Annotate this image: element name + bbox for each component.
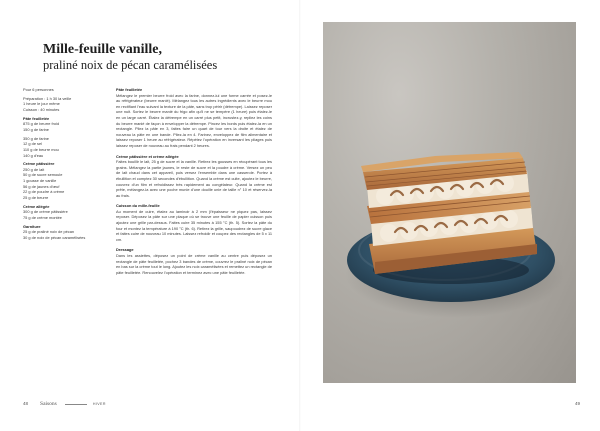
ingredient-line: 1 heure le jour même (23, 101, 60, 107)
method-step-title: Cuisson du mille-feuille (116, 203, 160, 209)
page-number-right: 49 (574, 401, 580, 406)
ingredient-line: 300 g de crème pâtissière (23, 209, 68, 215)
method-step-text: Dans les assiettes, déposez un point de crème vanille au centre puis déposez un rectangle de pâte feuilletée, pochez 3 bandes de crème, couvrez le praliné noix de pécan en bas sur la crème tout le long. Ajoutez les noix caramélisées et remettez un rectangle de pâte feuilletée. Renouvelez l'opération et terminez avec une pâte feuilletée. (116, 253, 272, 275)
ingredient-line: 22 g de poudre à crème (23, 189, 65, 195)
ingredient-line: 25 g de praliné noix de pécan (23, 229, 75, 235)
footer-rule (65, 404, 87, 405)
ingredient-group (23, 224, 113, 241)
ingredient-line: Cuisson : 40 minutes (23, 106, 60, 112)
ingredient-line: 350 g de farine (23, 135, 49, 141)
chapter-name: HIVER (92, 402, 106, 406)
ingredient-group-title: Crème pâtissière (23, 161, 55, 167)
method-step-title: Dressage (116, 247, 134, 253)
method-step (116, 203, 272, 242)
ingredient-line: 12 g de sel (23, 141, 43, 147)
method-step (116, 247, 272, 275)
ingredient-line: 25 g de beurre (23, 194, 49, 200)
ingredient-line: 110 g de beurre mou (23, 146, 59, 152)
ingredient-group (23, 116, 113, 133)
ingredients-column (23, 87, 113, 244)
dessert-photo (323, 22, 576, 383)
page-number-left: 48 (23, 401, 29, 406)
book-gutter (299, 0, 301, 431)
method-step-text: Au moment de cuire, étalez au laminoir à 2 mm (l'épaisseur ne piquez pas, laissez reposer. Déposez la pâte sur une plaque où se trouve une feuille de papier cuisson puis ajoutez une grille par-dessus. Faites cuire 35 minutes à 155 °C (th. 5). Sortez la pâte du four et montez la température à 190 °C (th. 6). Retirez la grille, saupoudrez de sucre glace et faites cuire de nouveau 10 minutes. Laissez refroidir et coupez des rectangles de 5 x 11 cm. (116, 208, 272, 242)
ingredient-line: 50 g de sucre semoule (23, 172, 63, 178)
ingredient-line: 56 g de jaunes d'œuf (23, 183, 60, 189)
method-column (116, 87, 272, 280)
method-step-text: Mélangez le premier beurre froid avec la farine, donnez-lui une forme carrée et posez-le au réfrigérateur (beurre manié). Mélangez tous les autres ingrédients avec le beurre mou en rectifiant l'eau suivant la texture de la pâte, sans trop pétrir (détrempe). Laissez reposer une nuit. Sortez le beurre manié du frigo afin qu'il ne se tempère (1 heure) puis étalez-le en un large carré. Étalez la détrempe en un carré plus petit, incrustez-y, repliez les coins du beurre manié de façon à envelopper la détrempe. Pincez les bords puis étalez-la en un rectangle. Pliez la pâte en 3, faites faire un quart de tour vers la droite et étalez de nouveau la pâte en une bande. Pliez-la en 4. Farinez, enveloppez de film alimentaire et laissez reposer 1 heure au réfrigérateur. Répétez l'opération en inversant les pliages puis laissez reposer de nouveau au frais pendant 2 heures. (116, 92, 272, 148)
ingredient-line: 140 g d'eau (23, 152, 44, 158)
ingredient-line: 875 g de beurre froid (23, 121, 60, 127)
ingredient-group-title: Garniture (23, 223, 41, 229)
ingredient-line: 30 g de noix de pécan caramélisées (23, 234, 86, 240)
ingredient-line: 150 g de farine (23, 126, 49, 132)
ingredient-line: 250 g de lait (23, 166, 45, 172)
method-step-title: Pâte feuilletée (116, 87, 143, 92)
recipe-title-block (43, 42, 303, 73)
ingredient-group-title: Crème allégée (23, 203, 50, 209)
method-step (116, 154, 272, 199)
method-step (116, 87, 272, 149)
ingredient-group (23, 204, 113, 221)
footer-left (23, 400, 106, 408)
recipe-title: Mille-feuille vanille, (43, 42, 162, 57)
method-step-text: Faites bouillir le lait, 25 g de sucre et la vanille. Retirez les gousses en récupérant tous les grains. Mélangez la partie jaunes, le reste de sucre et la poudre à crème. Versez un peu de lait chaud dans cet appareil, puis versez l'ensemble dans une casserole. Portez à ébullition et comptez 30 secondes d'ébullition. Quand la crème est cuite, ajoutez le beurre, couvrez d'un film et refroidissez très rapidement au congélateur. Quand la crème est prête, mélangez-la avec une poche munie d'une douille unie de taille n° 10 et réservez-la au frais. (116, 159, 272, 198)
ingredient-group (23, 136, 113, 158)
ingredient-group (23, 87, 113, 93)
ingredient-line: Pour 6 personnes (23, 87, 54, 92)
ingredient-line: 1 gousse de vanille (23, 178, 57, 184)
section-name: Saisons (40, 401, 57, 407)
ingredient-line: 75 g de crème montée (23, 214, 62, 220)
method-step-title: Crème pâtissière et crème allégée (116, 153, 179, 159)
recipe-subtitle: praliné noix de pécan caramélisées (43, 58, 218, 72)
ingredient-line: Préparation : 1 h 30 la veille (23, 95, 72, 101)
ingredient-group (23, 161, 113, 200)
ingredient-group-title: Pâte feuilletée (23, 115, 50, 121)
ingredient-group (23, 96, 113, 113)
